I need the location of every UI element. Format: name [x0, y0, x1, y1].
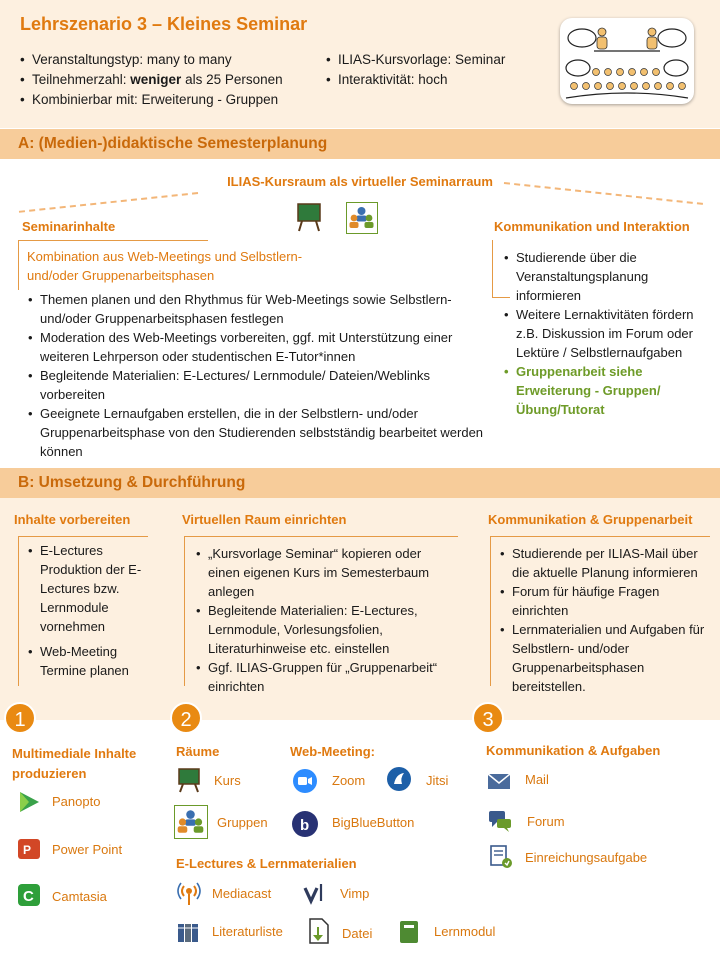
communication-group-heading: Kommunikation & Gruppenarbeit: [488, 512, 693, 527]
tool-camtasia[interactable]: Camtasia: [52, 889, 107, 904]
svg-text:C: C: [23, 888, 34, 905]
tool-gruppen[interactable]: Gruppen: [217, 815, 268, 830]
tool-bigbluebutton[interactable]: BigBlueButton: [332, 815, 415, 830]
list-item: • Themen planen und den Rhythmus für Web-Meetings sowie Selbstlern- und/oder Gruppenarbeitsphasen festlegen: [26, 290, 486, 328]
lectures-heading: E-Lectures & Lernmaterialien: [176, 856, 357, 871]
jitsi-icon[interactable]: [386, 766, 412, 792]
virtual-room-list: [194, 544, 456, 696]
comm-tasks-heading: Kommunikation & Aufgaben: [486, 743, 661, 758]
rooms-heading: Räume: [176, 744, 220, 759]
list-item: • Studierende per ILIAS-Mail über die aktuelle Planung informieren: [498, 544, 712, 582]
list-item-highlight: • Gruppenarbeit siehe Erweiterung - Gruppen/Übung/Tutorat: [502, 362, 707, 419]
list-item: • Geeignete Lernaufgaben erstellen, die in der Selbstlern- und/oder Gruppenarbeitsphase von den Studierenden selbstständig bearbeitet werden können: [26, 404, 486, 461]
scenario-meta-left: [18, 50, 283, 110]
tool-vimp[interactable]: Vimp: [340, 886, 370, 901]
tool-literaturliste[interactable]: Literaturliste: [212, 924, 283, 939]
communication-heading: Kommunikation und Interaktion: [494, 219, 690, 234]
camtasia-icon[interactable]: [16, 882, 42, 908]
media-heading: Multimediale Inhalte produzieren: [12, 746, 137, 781]
learning-module-icon[interactable]: [396, 919, 422, 945]
svg-text:b: b: [300, 817, 310, 834]
list-item: • „Kursvorlage Seminar“ kopieren oder einen eigenen Kurs im Semesterbaum anlegen: [194, 544, 456, 601]
prepare-content-list: [26, 541, 151, 680]
list-item: • E-Lectures Produktion der E-Lectures bzw. Lernmodule vornehmen: [26, 541, 151, 636]
literature-list-icon[interactable]: [176, 919, 202, 945]
meta-item: • Interaktivität: hoch: [324, 70, 505, 90]
list-item: • Web-Meeting Termine planen: [26, 642, 151, 680]
tool-jitsi[interactable]: Jitsi: [426, 773, 449, 788]
forum-icon[interactable]: [487, 808, 513, 834]
page-title: Lehrszenario 3 – Kleines Seminar: [20, 14, 308, 34]
group-icon: [346, 202, 378, 234]
course-room-icon[interactable]: [176, 767, 202, 793]
tool-forum[interactable]: Forum: [527, 814, 565, 829]
prepare-content-heading: Inhalte vorbereiten: [14, 512, 131, 527]
tool-zoom[interactable]: Zoom: [332, 773, 366, 788]
panopto-icon[interactable]: [16, 789, 42, 815]
seminar-content-list: [26, 290, 486, 461]
virtual-room-heading: Virtuellen Raum einrichten: [182, 512, 347, 527]
svg-text:P: P: [23, 843, 32, 857]
section-b-title: B: Umsetzung & Durchführung: [0, 468, 720, 498]
vimp-icon[interactable]: [302, 880, 328, 906]
tool-kurs[interactable]: Kurs: [214, 773, 241, 788]
powerpoint-icon[interactable]: [16, 836, 42, 862]
mail-icon[interactable]: [486, 768, 512, 794]
communication-group-list: [498, 544, 712, 696]
course-icon: [296, 202, 322, 232]
tool-mediacast[interactable]: Mediacast: [212, 886, 272, 901]
content-subheading: Kombination aus Web-Meetings und Selbstlern- und/oder Gruppenarbeitsphasen: [27, 249, 303, 283]
tool-mail[interactable]: Mail: [525, 772, 549, 787]
bigbluebutton-icon[interactable]: [291, 810, 317, 836]
list-item: • Begleitende Materialien: E-Lectures, Lernmodule, Vorlesungsfolien, Literaturhinweise etc. einstellen: [194, 601, 456, 658]
group-room-icon[interactable]: [174, 805, 208, 839]
list-item: • Begleitende Materialien: E-Lectures/ Lernmodule/ Dateien/Weblinks vorbereiten: [26, 366, 486, 404]
file-icon[interactable]: [306, 917, 332, 943]
virtual-room-title: ILIAS-Kursraum als virtueller Seminarraum: [227, 174, 493, 189]
tool-lernmodul[interactable]: Lernmodul: [434, 924, 496, 939]
list-item: • Forum für häufige Fragen einrichten: [498, 582, 712, 620]
communication-list: [502, 248, 707, 419]
list-item: • Studierende über die Veranstaltungsplanung informieren: [502, 248, 707, 305]
list-item: • Moderation des Web-Meetings vorbereiten, ggf. mit Unterstützung einer weiteren Lehrperson oder studentischen E-Tutor*innen: [26, 328, 486, 366]
list-item: • Weitere Lernaktivitäten fördern z.B. Diskussion im Forum oder Lektüre / Selbstlernaufgaben: [502, 305, 707, 362]
list-item: • Lernmaterialien und Aufgaben für Selbstlern- und/oder Gruppenarbeitsphasen bereitstellen.: [498, 620, 712, 696]
submission-task-icon[interactable]: [488, 844, 514, 870]
section-a-title: A: (Medien-)didaktische Semesterplanung: [0, 129, 720, 159]
meta-item: • Teilnehmerzahl: weniger als 25 Personen: [18, 70, 283, 90]
meta-item: • Kombinierbar mit: Erweiterung - Gruppen: [18, 90, 283, 110]
scenario-meta-right: [324, 50, 505, 90]
step-badge-2: 2: [170, 702, 202, 734]
tool-einreichungsaufgabe[interactable]: Einreichungsaufgabe: [525, 850, 648, 865]
mediacast-icon[interactable]: [176, 880, 202, 906]
web-meeting-heading: Web-Meeting:: [290, 744, 375, 759]
step-badge-1: 1: [4, 702, 36, 734]
seminar-content-heading: Seminarinhalte: [22, 219, 116, 234]
tool-panopto[interactable]: Panopto: [52, 794, 101, 809]
seminar-illustration: [560, 18, 694, 104]
list-item: • Ggf. ILIAS-Gruppen für „Gruppenarbeit“ einrichten: [194, 658, 456, 696]
zoom-icon[interactable]: [292, 768, 318, 794]
meta-item: • Veranstaltungstyp: many to many: [18, 50, 283, 70]
step-badge-3: 3: [472, 702, 504, 734]
meta-item: • ILIAS-Kursvorlage: Seminar: [324, 50, 505, 70]
tool-powerpoint[interactable]: Power Point: [52, 842, 123, 857]
tool-datei[interactable]: Datei: [342, 926, 373, 941]
